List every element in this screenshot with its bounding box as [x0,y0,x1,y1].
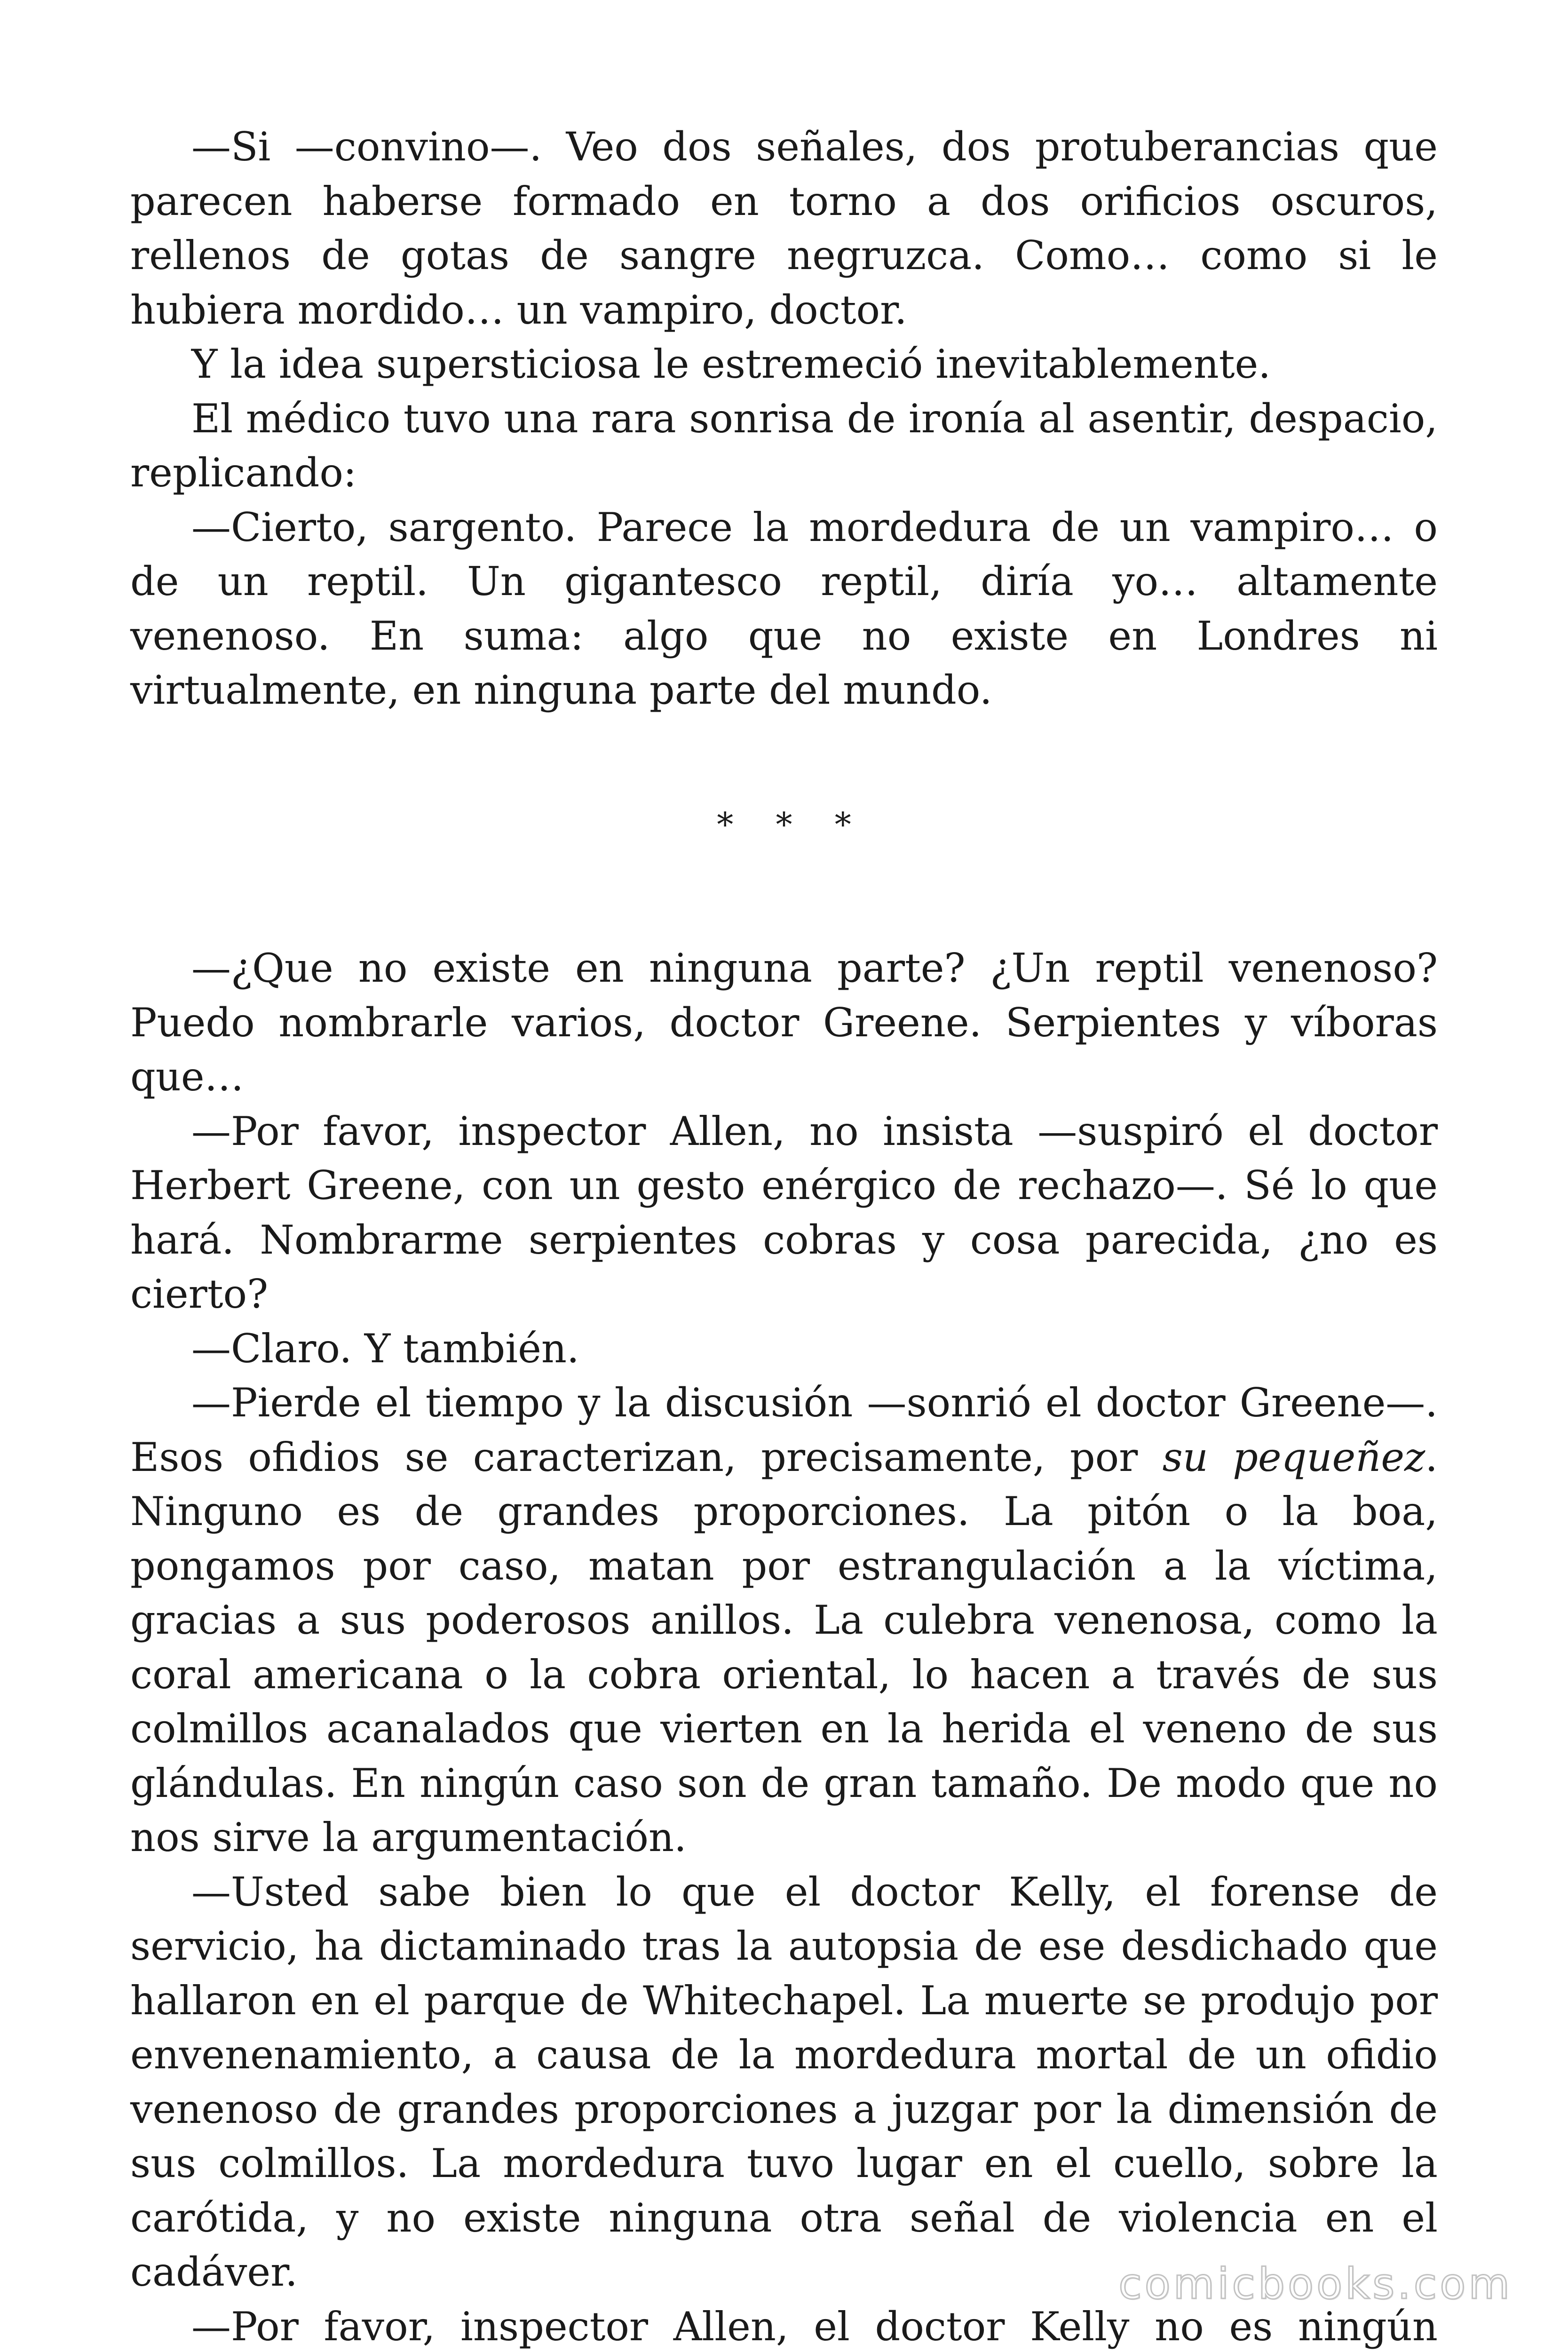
section-1 [130,120,1438,718]
paragraph: —Cierto, sargento. Parece la mordedura de un vampiro… o de un reptil. Un gigantesco reptil, diría yo… altamente venenoso. En suma: algo que no existe en Londres ni virtualmente, en ninguna parte del mundo. [130,504,1438,713]
paragraph: —¿Que no existe en ninguna parte? ¿Un reptil venenoso? Puedo nombrarle varios, doctor Greene. Serpientes y víboras que… [130,945,1438,1100]
paragraph-text: . Ninguno es de grandes proporciones. La pitón o la boa, pongamos por caso, matan por estrangulación a la víctima, gracias a sus poderosos anillos. La culebra venenosa, como la coral americana o la cobra oriental, lo hacen a través de sus colmillos acanalados que vierten en la herida el veneno de sus glándulas. En ningún caso son de gran tamaño. De modo que no nos sirve la argumentación. [130,1434,1438,1860]
paragraph: —Usted sabe bien lo que el doctor Kelly, el forense de servicio, ha dictaminado tras la autopsia de ese desdichado que hallaron en el parque de Whitechapel. La muerte se produjo por envenenamiento, a causa de la mordedura mortal de un ofidio venenoso de grandes proporciones a juzgar por la dimensión de sus colmillos. La mordedura tuvo lugar en el cuello, sobre la carótida, y no existe ninguna otra señal de violencia en el cadáver. [130,1868,1438,2295]
book-page [130,120,1438,2352]
section-separator: * * * [717,805,867,844]
paragraph: El médico tuvo una rara sonrisa de ironía al asentir, despacio, replicando: [130,395,1438,496]
paragraph: —Por favor, inspector Allen, no insista —suspiró el doctor Herbert Greene, con un gesto enérgico de rechazo—. Sé lo que hará. Nombrarme serpientes cobras y cosa parecida, ¿no es cierto? [130,1108,1438,1317]
emphasized-text: su pequeñez [1162,1434,1425,1480]
paragraph: —Por favor, inspector Allen, el doctor Kelly no es ningún [191,2303,1438,2350]
section-2 [130,941,1438,2352]
paragraph: —Claro. Y también. [191,1325,579,1372]
paragraph-text: —Pierde el tiempo y la discusión —sonrió el doctor Greene—. Esos ofidios se caracterizan, precisamente, por [130,1380,1438,1480]
paragraph [130,1376,1438,1865]
watermark: comicbooks.com [1118,2259,1513,2309]
paragraph: Y la idea supersticiosa le estremeció inevitablemente. [191,341,1271,387]
paragraph: —Si —convino—. Veo dos señales, dos protuberancias que parecen haberse formado en torno a dos orificios oscuros, rellenos de gotas de sangre negruzca. Como… como si le hubiera mordido… un vampiro, doctor. [130,124,1438,333]
